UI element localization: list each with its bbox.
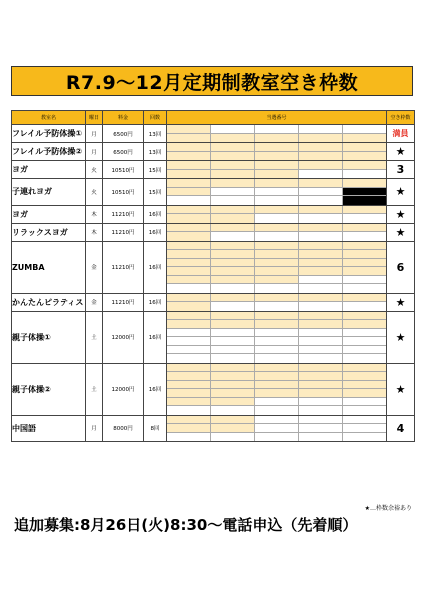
slot-filled xyxy=(211,170,255,179)
slot-filled xyxy=(255,152,299,161)
slot-filled xyxy=(299,224,343,233)
slot-filled xyxy=(343,364,386,373)
slot-empty xyxy=(299,354,343,363)
slot-empty xyxy=(255,406,299,415)
table-row xyxy=(12,179,415,206)
class-count: 13回 xyxy=(144,125,167,143)
available-count: ★ xyxy=(387,293,415,311)
slot-grid xyxy=(167,125,387,143)
slot-empty xyxy=(299,276,343,285)
class-fee: 11210円 xyxy=(103,205,144,223)
slot-filled xyxy=(211,276,255,285)
slot-filled xyxy=(343,143,386,152)
slot-filled xyxy=(255,224,299,233)
slot-filled xyxy=(211,259,255,268)
slot-empty xyxy=(343,284,386,293)
class-count: 16回 xyxy=(144,223,167,241)
table-header xyxy=(12,111,415,125)
class-day: 金 xyxy=(86,241,103,293)
slot-filled xyxy=(255,372,299,381)
class-count: 15回 xyxy=(144,179,167,206)
slot-filled xyxy=(167,294,211,303)
slot-filled xyxy=(255,134,299,143)
slot-filled xyxy=(211,398,255,407)
slot-filled xyxy=(211,294,255,303)
slot-filled xyxy=(167,312,211,321)
slot-filled xyxy=(211,372,255,381)
footer-text: 追加募集:8月26日(火)8:30～電話申込（先着順） xyxy=(14,516,358,534)
slot-filled xyxy=(167,214,211,223)
class-fee: 11210円 xyxy=(103,223,144,241)
slot-empty xyxy=(211,329,255,338)
slot-empty xyxy=(299,284,343,293)
slot-filled xyxy=(255,364,299,373)
slot-empty xyxy=(299,188,343,197)
slot-empty xyxy=(255,196,299,205)
table-row xyxy=(12,311,415,363)
class-name: フレイル予防体操① xyxy=(12,125,86,143)
slot-filled xyxy=(211,134,255,143)
slot-empty xyxy=(299,232,343,241)
slot-filled xyxy=(211,250,255,259)
slot-filled xyxy=(299,312,343,321)
slot-empty xyxy=(255,346,299,355)
slot-empty xyxy=(299,170,343,179)
class-day: 月 xyxy=(86,125,103,143)
class-fee: 12000円 xyxy=(103,311,144,363)
class-day: 火 xyxy=(86,179,103,206)
slot-filled xyxy=(211,179,255,188)
available-count: ★ xyxy=(387,223,415,241)
slot-grid xyxy=(167,205,387,223)
slot-empty xyxy=(299,424,343,433)
header-day: 曜日 xyxy=(86,111,103,125)
slot-empty xyxy=(255,416,299,425)
slot-empty xyxy=(255,214,299,223)
slot-filled xyxy=(167,242,211,251)
slot-empty xyxy=(255,302,299,311)
slot-empty xyxy=(167,354,211,363)
slot-filled xyxy=(343,179,386,188)
available-count: ★ xyxy=(387,311,415,363)
slot-filled xyxy=(255,294,299,303)
class-name: ヨガ xyxy=(12,205,86,223)
slot-blocked xyxy=(343,196,386,205)
class-day: 木 xyxy=(86,205,103,223)
class-day: 月 xyxy=(86,415,103,442)
slot-filled xyxy=(343,372,386,381)
slot-empty xyxy=(167,406,211,415)
slot-empty xyxy=(211,302,255,311)
slot-empty xyxy=(255,188,299,197)
slot-filled xyxy=(343,250,386,259)
slot-grid xyxy=(167,143,387,161)
available-count: ★ xyxy=(387,143,415,161)
slot-empty xyxy=(167,329,211,338)
slot-empty xyxy=(167,337,211,346)
slot-filled xyxy=(255,267,299,276)
class-name: かんたんピラティス xyxy=(12,293,86,311)
slot-filled xyxy=(211,152,255,161)
slot-empty xyxy=(343,433,386,442)
class-count: 16回 xyxy=(144,311,167,363)
header-slots: 当選番号 xyxy=(167,111,387,125)
class-name: ヨガ xyxy=(12,161,86,179)
slot-filled xyxy=(343,242,386,251)
slot-filled xyxy=(167,398,211,407)
slot-empty xyxy=(343,214,386,223)
slot-filled xyxy=(343,206,386,215)
slot-empty xyxy=(255,424,299,433)
slot-filled xyxy=(299,294,343,303)
slot-filled xyxy=(255,250,299,259)
legend-note: ★…枠数余裕あり xyxy=(364,505,412,512)
slot-filled xyxy=(211,320,255,329)
header-avail: 空き枠数 xyxy=(387,111,415,125)
slot-empty xyxy=(211,406,255,415)
slot-empty xyxy=(255,284,299,293)
slot-filled xyxy=(211,416,255,425)
slot-empty xyxy=(211,196,255,205)
slot-filled xyxy=(167,224,211,233)
slot-filled xyxy=(299,206,343,215)
class-fee: 10510円 xyxy=(103,179,144,206)
slot-empty xyxy=(299,329,343,338)
slot-empty xyxy=(343,170,386,179)
slot-empty xyxy=(255,329,299,338)
available-count: ★ xyxy=(387,363,415,415)
slot-filled xyxy=(343,312,386,321)
table-row xyxy=(12,415,415,442)
slot-filled xyxy=(211,267,255,276)
slot-filled xyxy=(167,364,211,373)
table-row xyxy=(12,143,415,161)
slot-empty xyxy=(343,329,386,338)
class-fee: 12000円 xyxy=(103,363,144,415)
class-day: 木 xyxy=(86,223,103,241)
slot-empty xyxy=(343,424,386,433)
slot-filled xyxy=(299,267,343,276)
slot-empty xyxy=(299,214,343,223)
header-count: 回数 xyxy=(144,111,167,125)
slot-empty xyxy=(343,125,386,134)
slot-filled xyxy=(255,179,299,188)
slot-empty xyxy=(255,232,299,241)
slot-filled xyxy=(255,143,299,152)
page-title: R7.9～12月定期制教室空き枠数 xyxy=(11,66,413,96)
slot-filled xyxy=(255,170,299,179)
slot-filled xyxy=(167,267,211,276)
slot-filled xyxy=(167,179,211,188)
slot-empty xyxy=(343,406,386,415)
slot-filled xyxy=(343,134,386,143)
table-row xyxy=(12,363,415,415)
slot-empty xyxy=(211,284,255,293)
slot-filled xyxy=(211,312,255,321)
slot-filled xyxy=(167,125,211,134)
slot-filled xyxy=(167,424,211,433)
table-row xyxy=(12,293,415,311)
slot-filled xyxy=(167,152,211,161)
class-count: 16回 xyxy=(144,205,167,223)
slot-filled xyxy=(211,206,255,215)
slot-filled xyxy=(167,188,211,197)
class-day: 火 xyxy=(86,161,103,179)
slot-filled xyxy=(299,381,343,390)
slot-filled xyxy=(343,389,386,398)
class-count: 13回 xyxy=(144,143,167,161)
class-count: 15回 xyxy=(144,161,167,179)
slot-filled xyxy=(167,320,211,329)
slot-empty xyxy=(167,284,211,293)
header-name: 教室名 xyxy=(12,111,86,125)
class-count: 8回 xyxy=(144,415,167,442)
slot-empty xyxy=(211,433,255,442)
slot-filled xyxy=(343,152,386,161)
table-row xyxy=(12,161,415,179)
class-day: 月 xyxy=(86,143,103,161)
slot-empty xyxy=(299,398,343,407)
slot-filled xyxy=(299,242,343,251)
slot-filled xyxy=(211,242,255,251)
class-count: 16回 xyxy=(144,241,167,293)
available-count: ★ xyxy=(387,205,415,223)
class-fee: 11210円 xyxy=(103,241,144,293)
class-fee: 10510円 xyxy=(103,161,144,179)
slot-empty xyxy=(167,196,211,205)
class-name: ZUMBA xyxy=(12,241,86,293)
available-count: 6 xyxy=(387,241,415,293)
slot-empty xyxy=(299,346,343,355)
slot-empty xyxy=(299,406,343,415)
class-day: 金 xyxy=(86,293,103,311)
slot-filled xyxy=(255,259,299,268)
slot-filled xyxy=(255,320,299,329)
slot-grid xyxy=(167,179,387,206)
slot-empty xyxy=(211,125,255,134)
slot-empty xyxy=(255,433,299,442)
class-name: 中国語 xyxy=(12,415,86,442)
table-row xyxy=(12,241,415,293)
slot-filled xyxy=(211,364,255,373)
slot-filled xyxy=(167,302,211,311)
class-name: 子連れヨガ xyxy=(12,179,86,206)
slot-grid xyxy=(167,223,387,241)
slot-empty xyxy=(343,398,386,407)
slot-filled xyxy=(167,143,211,152)
slot-filled xyxy=(299,372,343,381)
slot-empty xyxy=(211,346,255,355)
slot-filled xyxy=(299,364,343,373)
slot-grid xyxy=(167,363,387,415)
slot-grid xyxy=(167,415,387,442)
slot-empty xyxy=(299,196,343,205)
class-day: 土 xyxy=(86,363,103,415)
available-count: ★ xyxy=(387,179,415,206)
class-fee: 11210円 xyxy=(103,293,144,311)
slot-empty xyxy=(299,302,343,311)
slot-filled xyxy=(343,294,386,303)
class-name: フレイル予防体操② xyxy=(12,143,86,161)
class-name: リラックスヨガ xyxy=(12,223,86,241)
slot-filled xyxy=(343,381,386,390)
slot-grid xyxy=(167,293,387,311)
slot-filled xyxy=(167,161,211,170)
slot-filled xyxy=(211,424,255,433)
class-fee: 6500円 xyxy=(103,143,144,161)
slot-filled xyxy=(299,389,343,398)
slot-filled xyxy=(299,161,343,170)
slot-filled xyxy=(167,381,211,390)
header-fee: 料金 xyxy=(103,111,144,125)
slot-filled xyxy=(299,320,343,329)
slot-empty xyxy=(211,188,255,197)
class-fee: 8000円 xyxy=(103,415,144,442)
available-count: 満員 xyxy=(387,125,415,143)
class-name: 親子体操① xyxy=(12,311,86,363)
slot-empty xyxy=(167,433,211,442)
slot-filled xyxy=(211,381,255,390)
table-row xyxy=(12,205,415,223)
class-day: 土 xyxy=(86,311,103,363)
slot-empty xyxy=(211,232,255,241)
slot-empty xyxy=(299,433,343,442)
slot-filled xyxy=(167,170,211,179)
slot-empty xyxy=(255,125,299,134)
slot-empty xyxy=(299,416,343,425)
slot-empty xyxy=(343,302,386,311)
class-name: 親子体操② xyxy=(12,363,86,415)
slot-filled xyxy=(167,134,211,143)
table-row xyxy=(12,223,415,241)
slot-grid xyxy=(167,241,387,293)
slot-empty xyxy=(343,337,386,346)
slot-empty xyxy=(211,354,255,363)
table-row xyxy=(12,125,415,143)
available-count: 4 xyxy=(387,415,415,442)
slot-filled xyxy=(343,161,386,170)
slot-filled xyxy=(211,143,255,152)
slot-empty xyxy=(299,125,343,134)
slot-empty xyxy=(299,337,343,346)
slot-filled xyxy=(299,250,343,259)
slot-filled xyxy=(167,276,211,285)
slot-empty xyxy=(167,346,211,355)
slot-filled xyxy=(167,206,211,215)
slot-filled xyxy=(299,152,343,161)
slot-empty xyxy=(255,398,299,407)
slot-empty xyxy=(211,337,255,346)
slot-filled xyxy=(343,224,386,233)
slot-filled xyxy=(211,161,255,170)
slot-filled xyxy=(211,389,255,398)
slot-filled xyxy=(167,372,211,381)
slot-filled xyxy=(167,416,211,425)
class-fee: 6500円 xyxy=(103,125,144,143)
slot-filled xyxy=(299,259,343,268)
slot-empty xyxy=(255,337,299,346)
slot-filled xyxy=(343,320,386,329)
slot-filled xyxy=(167,250,211,259)
slot-filled xyxy=(255,206,299,215)
slot-filled xyxy=(255,389,299,398)
slot-empty xyxy=(343,354,386,363)
class-count: 16回 xyxy=(144,293,167,311)
slot-empty xyxy=(255,354,299,363)
slot-empty xyxy=(343,346,386,355)
slot-grid xyxy=(167,311,387,363)
availability-table xyxy=(11,110,415,442)
slot-empty xyxy=(343,232,386,241)
slot-filled xyxy=(167,259,211,268)
available-count: 3 xyxy=(387,161,415,179)
slot-blocked xyxy=(343,188,386,197)
slot-filled xyxy=(211,214,255,223)
slot-filled xyxy=(255,276,299,285)
slot-filled xyxy=(343,267,386,276)
slot-filled xyxy=(255,312,299,321)
slot-grid xyxy=(167,161,387,179)
slot-filled xyxy=(255,161,299,170)
slot-filled xyxy=(167,232,211,241)
slot-filled xyxy=(343,259,386,268)
slot-filled xyxy=(299,134,343,143)
class-count: 16回 xyxy=(144,363,167,415)
slot-filled xyxy=(255,242,299,251)
slot-filled xyxy=(299,179,343,188)
slot-empty xyxy=(343,276,386,285)
slot-empty xyxy=(343,416,386,425)
table-body xyxy=(12,125,415,442)
slot-filled xyxy=(211,224,255,233)
slot-filled xyxy=(299,143,343,152)
slot-filled xyxy=(255,381,299,390)
slot-filled xyxy=(167,389,211,398)
